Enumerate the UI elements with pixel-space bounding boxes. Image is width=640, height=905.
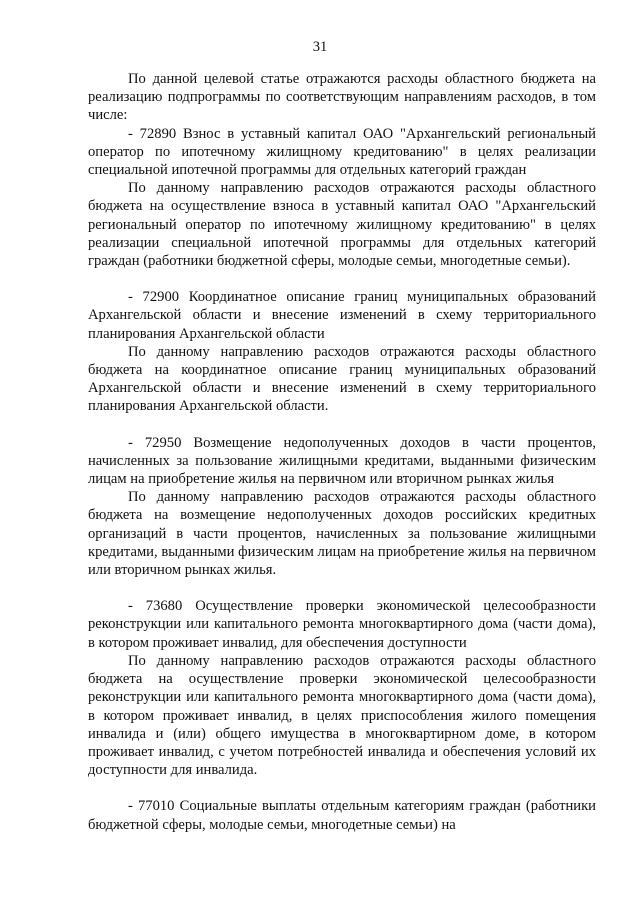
item-72950-heading: - 72950 Возмещение недополученных доходов в части процентов, начисленных за пользование жилищными кредитами, выданными физическим лицам на приобретение жилья на первичном или вторичном рынках жилья [88,434,596,488]
document-body [88,70,596,834]
page-number: 31 [312,39,328,55]
item-77010-heading: - 77010 Социальные выплаты отдельным категориям граждан (работники бюджетной сферы, молодые семьи, многодетные семьи) на [88,798,596,833]
item-72900-heading: - 72900 Координатное описание границ муниципальных образований Архангельской области и внесение изменений в схему территориального планирования Архангельской области [88,289,596,342]
item-72890-heading: - 72890 Взнос в уставный капитал ОАО "Архангельский региональный оператор по ипотечному жилищному кредитованию" в целях реализации специальной ипотечной программы для отдельных категорий граждан [88,125,596,179]
intro-paragraph: По данной целевой статье отражаются расходы областного бюджета на реализацию подпрограммы по соответствующим направлениям расходов, в том числе: [88,71,596,124]
item-73680-description: По данному направлению расходов отражаются расходы областного бюджета на осуществление проверки экономической целесообразности реконструкции или капитального ремонта многоквартирного дома (части дома), в котором проживает инвалид, в целях приспособления жилого помещения инвалида и (или) общего имущества в многоквартирном доме, в котором проживает инвалид, с учетом потребностей инвалида и обеспечения условий их доступности для инвалида. [88,652,596,779]
item-72950-description: По данному направлению расходов отражаются расходы областного бюджета на возмещение недополученных доходов российских кредитных организаций в части процентов, начисленных за пользование жилищными кредитами, выданными физическим лицам на приобретение жилья на первичном или вторичном рынках жилья. [88,489,596,579]
item-72890-description: По данному направлению расходов отражаются расходы областного бюджета на осуществление взноса в уставный капитал ОАО "Архангельский региональный оператор по ипотечному жилищному кредитованию" в целях реализации специальной ипотечной программы для отдельных категорий граждан (работники бюджетной сферы, молодые семьи, многодетные семьи). [88,180,596,270]
item-72900-description: По данному направлению расходов отражаются расходы областного бюджета на координатное описание границ муниципальных образований Архангельской области и внесение изменений в схему территориального планирования Архангельской области. [88,343,596,415]
item-73680-heading: - 73680 Осуществление проверки экономической целесообразности реконструкции или капитального ремонта многоквартирного дома (части дома), в котором проживает инвалид, для обеспечения доступности [88,598,596,651]
